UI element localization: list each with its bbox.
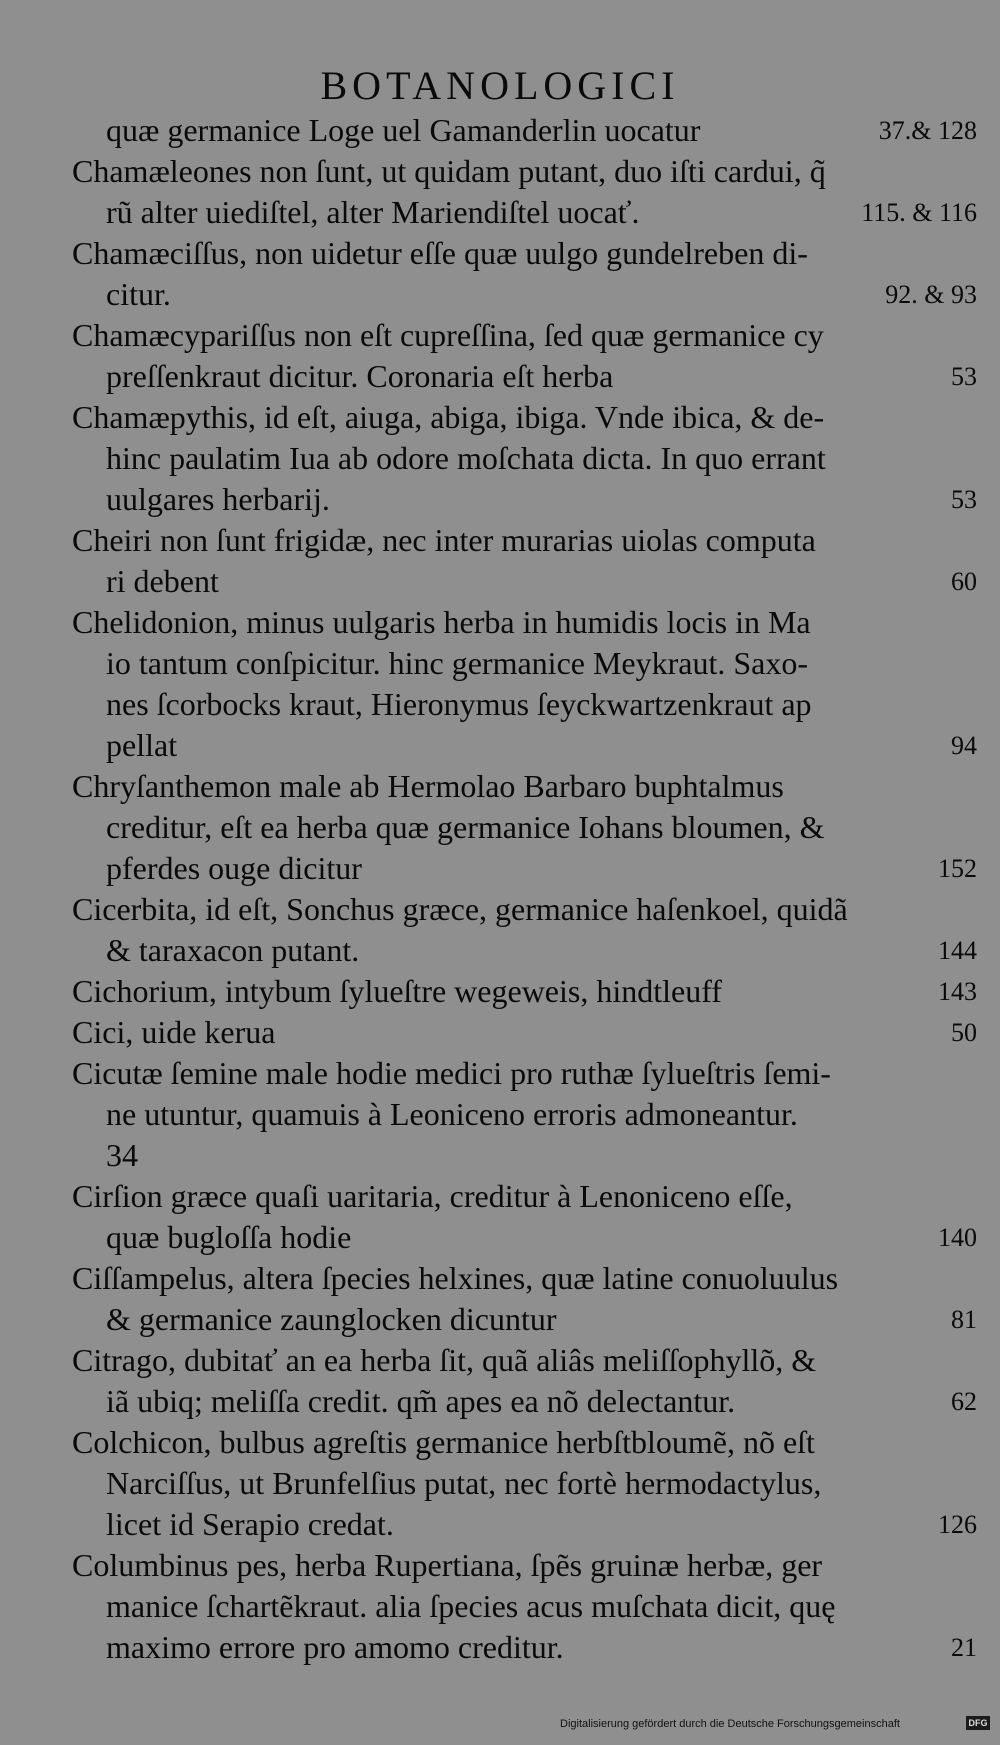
page-reference: 143: [938, 977, 977, 1006]
entry-text: Chamæcypariſſus non eſt cupreſſina, ſed quæ germanice cy: [72, 317, 824, 353]
entry-text: citur.: [106, 276, 171, 312]
entry-text: Chryſanthemon male ab Hermolao Barbaro buphtalmus: [72, 768, 784, 804]
entry-continuation-line: [72, 1299, 977, 1340]
page-reference: 21: [951, 1633, 977, 1662]
page-reference: 53: [951, 362, 977, 391]
entry-line: [72, 602, 977, 643]
entry-text: preſſenkraut dicitur. Coronaria eſt herba: [106, 358, 614, 394]
entry-text: uulgares herbarij.: [106, 481, 330, 517]
entry-text: Chamæpythis, id eſt, aiuga, abiga, ibiga. Vnde ibica, & de-: [72, 399, 825, 435]
entry-text: Cheiri non ſunt frigidæ, nec inter murarias uiolas computa: [72, 522, 816, 558]
entry-line: [72, 1422, 977, 1463]
entry-continuation-line: [72, 1217, 977, 1258]
page-reference: 115. & 116: [861, 198, 977, 227]
entry-line: [72, 151, 977, 192]
entry-continuation-line: [72, 1627, 977, 1668]
entry-continuation-line: [72, 725, 977, 766]
entry-continuation-line: [72, 643, 977, 684]
entry-text: nes ſcorbocks kraut, Hieronymus ſeyckwartzenkraut ap: [106, 686, 812, 722]
page-reference: 60: [951, 567, 977, 596]
entry-text: maximo errore pro amomo creditur.: [106, 1629, 564, 1665]
entry-continuation-line: [72, 930, 977, 971]
entry-line: [72, 889, 977, 930]
entry-text: & germanice zaunglocken dicuntur: [106, 1301, 557, 1337]
entry-continuation-line: [72, 438, 977, 479]
entry-text: Chelidonion, minus uulgaris herba in humidis locis in Ma: [72, 604, 811, 640]
entry-text: 34: [106, 1137, 138, 1173]
entry-text: quæ germanice Loge uel Gamanderlin uocatur: [106, 112, 701, 148]
page-title: BOTANOLOGICI: [320, 63, 680, 108]
entry-text: hinc paulatim Iua ab odore moſchata dicta. In quo errant: [106, 440, 826, 476]
page-reference: 62: [951, 1387, 977, 1416]
entry-line: [72, 1176, 977, 1217]
entry-continuation-line: [72, 110, 977, 151]
entry-line: [72, 971, 977, 1012]
entry-line: [72, 520, 977, 561]
page-reference: 37.& 128: [878, 116, 977, 145]
entry-continuation-line: [72, 1135, 977, 1176]
entry-line: [72, 233, 977, 274]
entry-text: Cirſion græce quaſi uaritaria, creditur à Lenoniceno eſſe,: [72, 1178, 793, 1214]
entry-continuation-line: [72, 1586, 977, 1627]
page-reference: 81: [951, 1305, 977, 1334]
entry-continuation-line: [72, 807, 977, 848]
entry-text: Cicerbita, id eſt, Sonchus græce, germanice haſenkoel, quidã: [72, 891, 848, 927]
entry-text: Cici, uide kerua: [72, 1014, 276, 1050]
entry-text: Chamæleones non ſunt, ut quidam putant, duo iſti cardui, q̃: [72, 153, 826, 189]
entry-continuation-line: [72, 561, 977, 602]
entry-text: ne utuntur, quamuis à Leoniceno erroris admoneantur.: [106, 1096, 798, 1132]
entry-line: [72, 1012, 977, 1053]
entry-line: [72, 766, 977, 807]
entry-line: [72, 1258, 977, 1299]
page-reference: 152: [938, 854, 977, 883]
entry-continuation-line: [72, 356, 977, 397]
entry-continuation-line: [72, 848, 977, 889]
entry-text: creditur, eſt ea herba quæ germanice Iohans bloumen, &: [106, 809, 825, 845]
entry-continuation-line: [72, 1094, 977, 1135]
entry-line: [72, 1340, 977, 1381]
page-reference: 50: [951, 1018, 977, 1047]
entry-text: & taraxacon putant.: [106, 932, 360, 968]
entry-text: manice ſchartẽkraut. alia ſpecies acus muſchata dicit, quę: [106, 1588, 836, 1624]
page-reference: 140: [938, 1223, 977, 1252]
page-reference: 92. & 93: [885, 280, 977, 309]
entry-text: Narciſſus, ut Brunfelſius putat, nec fortè hermodactylus,: [106, 1465, 822, 1501]
page-reference: 53: [951, 485, 977, 514]
entry-text: pellat: [106, 727, 178, 763]
entry-continuation-line: [72, 274, 977, 315]
entry-text: licet id Serapio credat.: [106, 1506, 394, 1542]
digitization-credit: Digitalisierung gefördert durch die Deutsche Forschungsgemeinschaft: [560, 1718, 900, 1730]
entry-text: Ciſſampelus, altera ſpecies helxines, quæ latine conuoluulus: [72, 1260, 839, 1296]
entry-continuation-line: [72, 684, 977, 725]
index-entries: [72, 110, 977, 1668]
entry-text: quæ bugloſſa hodie: [106, 1219, 352, 1255]
entry-line: [72, 397, 977, 438]
page-reference: 144: [938, 936, 977, 965]
entry-continuation-line: [72, 1463, 977, 1504]
entry-continuation-line: [72, 192, 977, 233]
entry-line: [72, 1053, 977, 1094]
page-reference: 126: [938, 1510, 977, 1539]
entry-continuation-line: [72, 1381, 977, 1422]
entry-text: pferdes ouge dicitur: [106, 850, 362, 886]
entry-text: Colchicon, bulbus agreſtis germanice herbſtbloumẽ, nõ eſt: [72, 1424, 815, 1460]
entry-line: [72, 315, 977, 356]
entry-text: Cicutæ ſemine male hodie medici pro ruthæ ſylueſtris ſemi-: [72, 1055, 831, 1091]
entry-text: ri debent: [106, 563, 219, 599]
entry-text: rũ alter uiediſtel, alter Mariendiſtel uocať.: [106, 194, 640, 230]
entry-text: iã ubiq; meliſſa credit. qm̃ apes ea nõ delectantur.: [106, 1383, 736, 1419]
entry-line: [72, 1545, 977, 1586]
entry-continuation-line: [72, 479, 977, 520]
entry-text: io tantum conſpicitur. hinc germanice Meykraut. Saxo-: [106, 645, 809, 681]
entry-continuation-line: [72, 1504, 977, 1545]
entry-text: Citrago, dubitať an ea herba ſit, quã aliâs meliſſophyllõ, &: [72, 1342, 817, 1378]
entry-text: Cichorium, intybum ſylueſtre wegeweis, hindtleuff: [72, 973, 722, 1009]
entry-text: Columbinus pes, herba Rupertiana, ſpẽs gruinæ herbæ, ger: [72, 1547, 823, 1583]
page-reference: 94: [951, 731, 977, 760]
dfg-logo-icon: DFG: [966, 1716, 990, 1730]
entry-text: Chamæciſſus, non uidetur eſſe quæ uulgo gundelreben di-: [72, 235, 808, 271]
